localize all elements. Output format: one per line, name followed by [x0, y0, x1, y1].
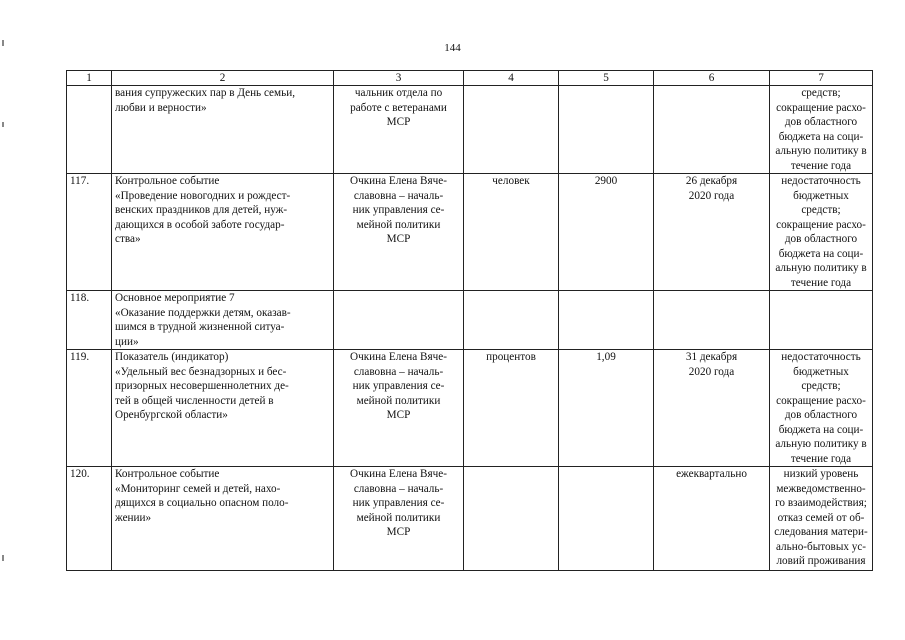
- cell-text-line: сокращение расхо-: [776, 218, 866, 231]
- cell-text-line: 31 декабря: [685, 351, 738, 363]
- cell-text-line: МСР: [386, 526, 411, 538]
- cell-text-line: Очкина Елена Вяче-: [350, 468, 447, 480]
- event-name-cell: [112, 467, 334, 571]
- responsible-cell: [334, 467, 464, 571]
- cell-text-line: МСР: [386, 116, 411, 128]
- cell-text-line: ник управления се-: [352, 204, 445, 216]
- table-row: [67, 350, 873, 467]
- cell-text-line: жении»: [115, 511, 152, 524]
- cell-text-line: мейной политики: [356, 511, 441, 524]
- cell-text-line: альную политику в: [775, 438, 867, 450]
- column-header: 1: [67, 71, 112, 86]
- cell-text-line: бюджета на соци-: [778, 247, 864, 260]
- responsible-cell: [334, 350, 464, 467]
- cell-text-line: межведомственно-: [776, 482, 866, 495]
- cell-text-line: дов областного: [784, 233, 858, 245]
- cell-text-line: ции»: [115, 335, 139, 348]
- cell-text-line: мейной политики: [356, 394, 441, 407]
- cell-text-line: ловий проживания: [776, 555, 866, 567]
- scan-mark: [2, 555, 4, 561]
- risk-cell: [770, 350, 873, 467]
- risk-cell: [770, 467, 873, 571]
- responsible-cell: [334, 86, 464, 174]
- cell-text-line: бюджета на соци-: [778, 423, 864, 436]
- cell-text-line: славовна – началь-: [353, 482, 444, 495]
- plan-table: [66, 70, 873, 571]
- cell-text-line: славовна – началь-: [353, 189, 444, 202]
- risk-cell: [770, 86, 873, 174]
- cell-text-line: славовна – началь-: [353, 365, 444, 378]
- deadline-cell: [654, 86, 770, 174]
- cell-text-line: недостаточность: [781, 175, 861, 187]
- scan-mark: [2, 40, 4, 46]
- cell-text-line: низкий уровень: [783, 468, 859, 480]
- cell-text-line: средств;: [801, 204, 841, 216]
- cell-text-line: средств;: [801, 380, 841, 392]
- cell-text-line: дящихся в социально опасном поло-: [115, 497, 289, 509]
- cell-text-line: сокращение расхо-: [776, 101, 866, 114]
- table-row: [67, 174, 873, 291]
- cell-text-line: бюджета на соци-: [778, 130, 864, 143]
- unit-cell: [464, 467, 559, 571]
- cell-text-line: ник управления се-: [352, 380, 445, 392]
- cell-text-line: призорных несовершеннолетних де-: [115, 380, 289, 392]
- cell-text-line: бюджетных: [793, 189, 849, 202]
- unit-cell: [464, 86, 559, 174]
- cell-text-line: Основное мероприятие 7: [115, 292, 235, 304]
- unit-cell: человек: [464, 174, 559, 291]
- responsible-cell: [334, 174, 464, 291]
- cell-text-line: чальник отдела по: [354, 87, 443, 99]
- cell-text-line: дающихся в особой заботе государ-: [115, 218, 285, 231]
- event-name-cell: [112, 291, 334, 350]
- deadline-cell: [654, 174, 770, 291]
- column-header: 6: [654, 71, 770, 86]
- cell-text-line: работе с ветеранами: [350, 101, 447, 114]
- event-name-cell: [112, 86, 334, 174]
- cell-text-line: 26 декабря: [685, 175, 738, 187]
- cell-text-line: «Оказание поддержки детям, оказав-: [115, 306, 291, 319]
- risk-cell: [770, 174, 873, 291]
- cell-text-line: сокращение расхо-: [776, 394, 866, 407]
- row-number-cell: 120.: [67, 467, 112, 571]
- cell-text-line: Оренбургской области»: [115, 409, 228, 421]
- cell-text-line: тей в общей численности детей в: [115, 394, 274, 407]
- cell-text-line: течение года: [790, 452, 852, 465]
- column-header-row: [67, 71, 873, 86]
- table-row: [67, 86, 873, 174]
- value-cell: [559, 467, 654, 571]
- table-row: [67, 467, 873, 571]
- column-header: 4: [464, 71, 559, 86]
- cell-text-line: МСР: [386, 233, 411, 245]
- cell-text-line: бюджетных: [793, 365, 849, 378]
- cell-text-line: альную политику в: [775, 262, 867, 274]
- cell-text-line: течение года: [790, 276, 852, 289]
- row-number-cell: 117.: [67, 174, 112, 291]
- cell-text-line: отказ семей от об-: [777, 511, 865, 524]
- row-number-cell: 119.: [67, 350, 112, 467]
- value-cell: [559, 86, 654, 174]
- row-number-cell: [67, 86, 112, 174]
- column-header: 7: [770, 71, 873, 86]
- cell-text-line: мейной политики: [356, 218, 441, 231]
- cell-text-line: «Проведение новогодних и рождест-: [115, 189, 291, 202]
- cell-text-line: дов областного: [784, 116, 858, 128]
- cell-text-line: ник управления се-: [352, 497, 445, 509]
- value-cell: 1,09: [559, 350, 654, 467]
- page-number: 144: [444, 42, 461, 54]
- cell-text-line: вания супружеских пар в День семьи,: [115, 87, 295, 99]
- value-cell: 2900: [559, 174, 654, 291]
- cell-text-line: средств;: [801, 87, 841, 99]
- column-header: 5: [559, 71, 654, 86]
- event-name-cell: [112, 174, 334, 291]
- cell-text-line: Контрольное событие: [115, 468, 220, 480]
- cell-text-line: «Мониторинг семей и детей, нахо-: [115, 482, 281, 495]
- row-number-cell: 118.: [67, 291, 112, 350]
- cell-text-line: дов областного: [784, 409, 858, 421]
- cell-text-line: ально-бытовых ус-: [775, 540, 867, 553]
- cell-text-line: шимся в трудной жизненной ситуа-: [115, 321, 285, 333]
- unit-cell: процентов: [464, 350, 559, 467]
- column-header: 3: [334, 71, 464, 86]
- cell-text-line: любви и верности»: [115, 101, 207, 114]
- unit-cell: [464, 291, 559, 350]
- value-cell: [559, 291, 654, 350]
- responsible-cell: [334, 291, 464, 350]
- cell-text-line: ежеквартально: [676, 468, 747, 480]
- deadline-cell: [654, 350, 770, 467]
- cell-text-line: Очкина Елена Вяче-: [350, 175, 447, 187]
- cell-text-line: «Удельный вес безнадзорных и бес-: [115, 365, 287, 378]
- table-row: [67, 291, 873, 350]
- cell-text-line: Очкина Елена Вяче-: [350, 351, 447, 363]
- cell-text-line: 2020 года: [688, 189, 735, 202]
- cell-text-line: ства»: [115, 233, 141, 245]
- cell-text-line: течение года: [790, 159, 852, 172]
- column-header: 2: [112, 71, 334, 86]
- deadline-cell: [654, 467, 770, 571]
- risk-cell: [770, 291, 873, 350]
- deadline-cell: [654, 291, 770, 350]
- cell-text-line: альную политику в: [775, 145, 867, 157]
- cell-text-line: го взаимодействия;: [775, 497, 867, 509]
- cell-text-line: Показатель (индикатор): [115, 351, 229, 363]
- cell-text-line: следования матери-: [774, 526, 868, 538]
- event-name-cell: [112, 350, 334, 467]
- cell-text-line: 2020 года: [688, 365, 735, 378]
- cell-text-line: венских праздников для детей, нуж-: [115, 204, 288, 216]
- scan-mark: [2, 122, 4, 127]
- cell-text-line: МСР: [386, 409, 411, 421]
- cell-text-line: Контрольное событие: [115, 175, 220, 187]
- cell-text-line: недостаточность: [781, 351, 861, 363]
